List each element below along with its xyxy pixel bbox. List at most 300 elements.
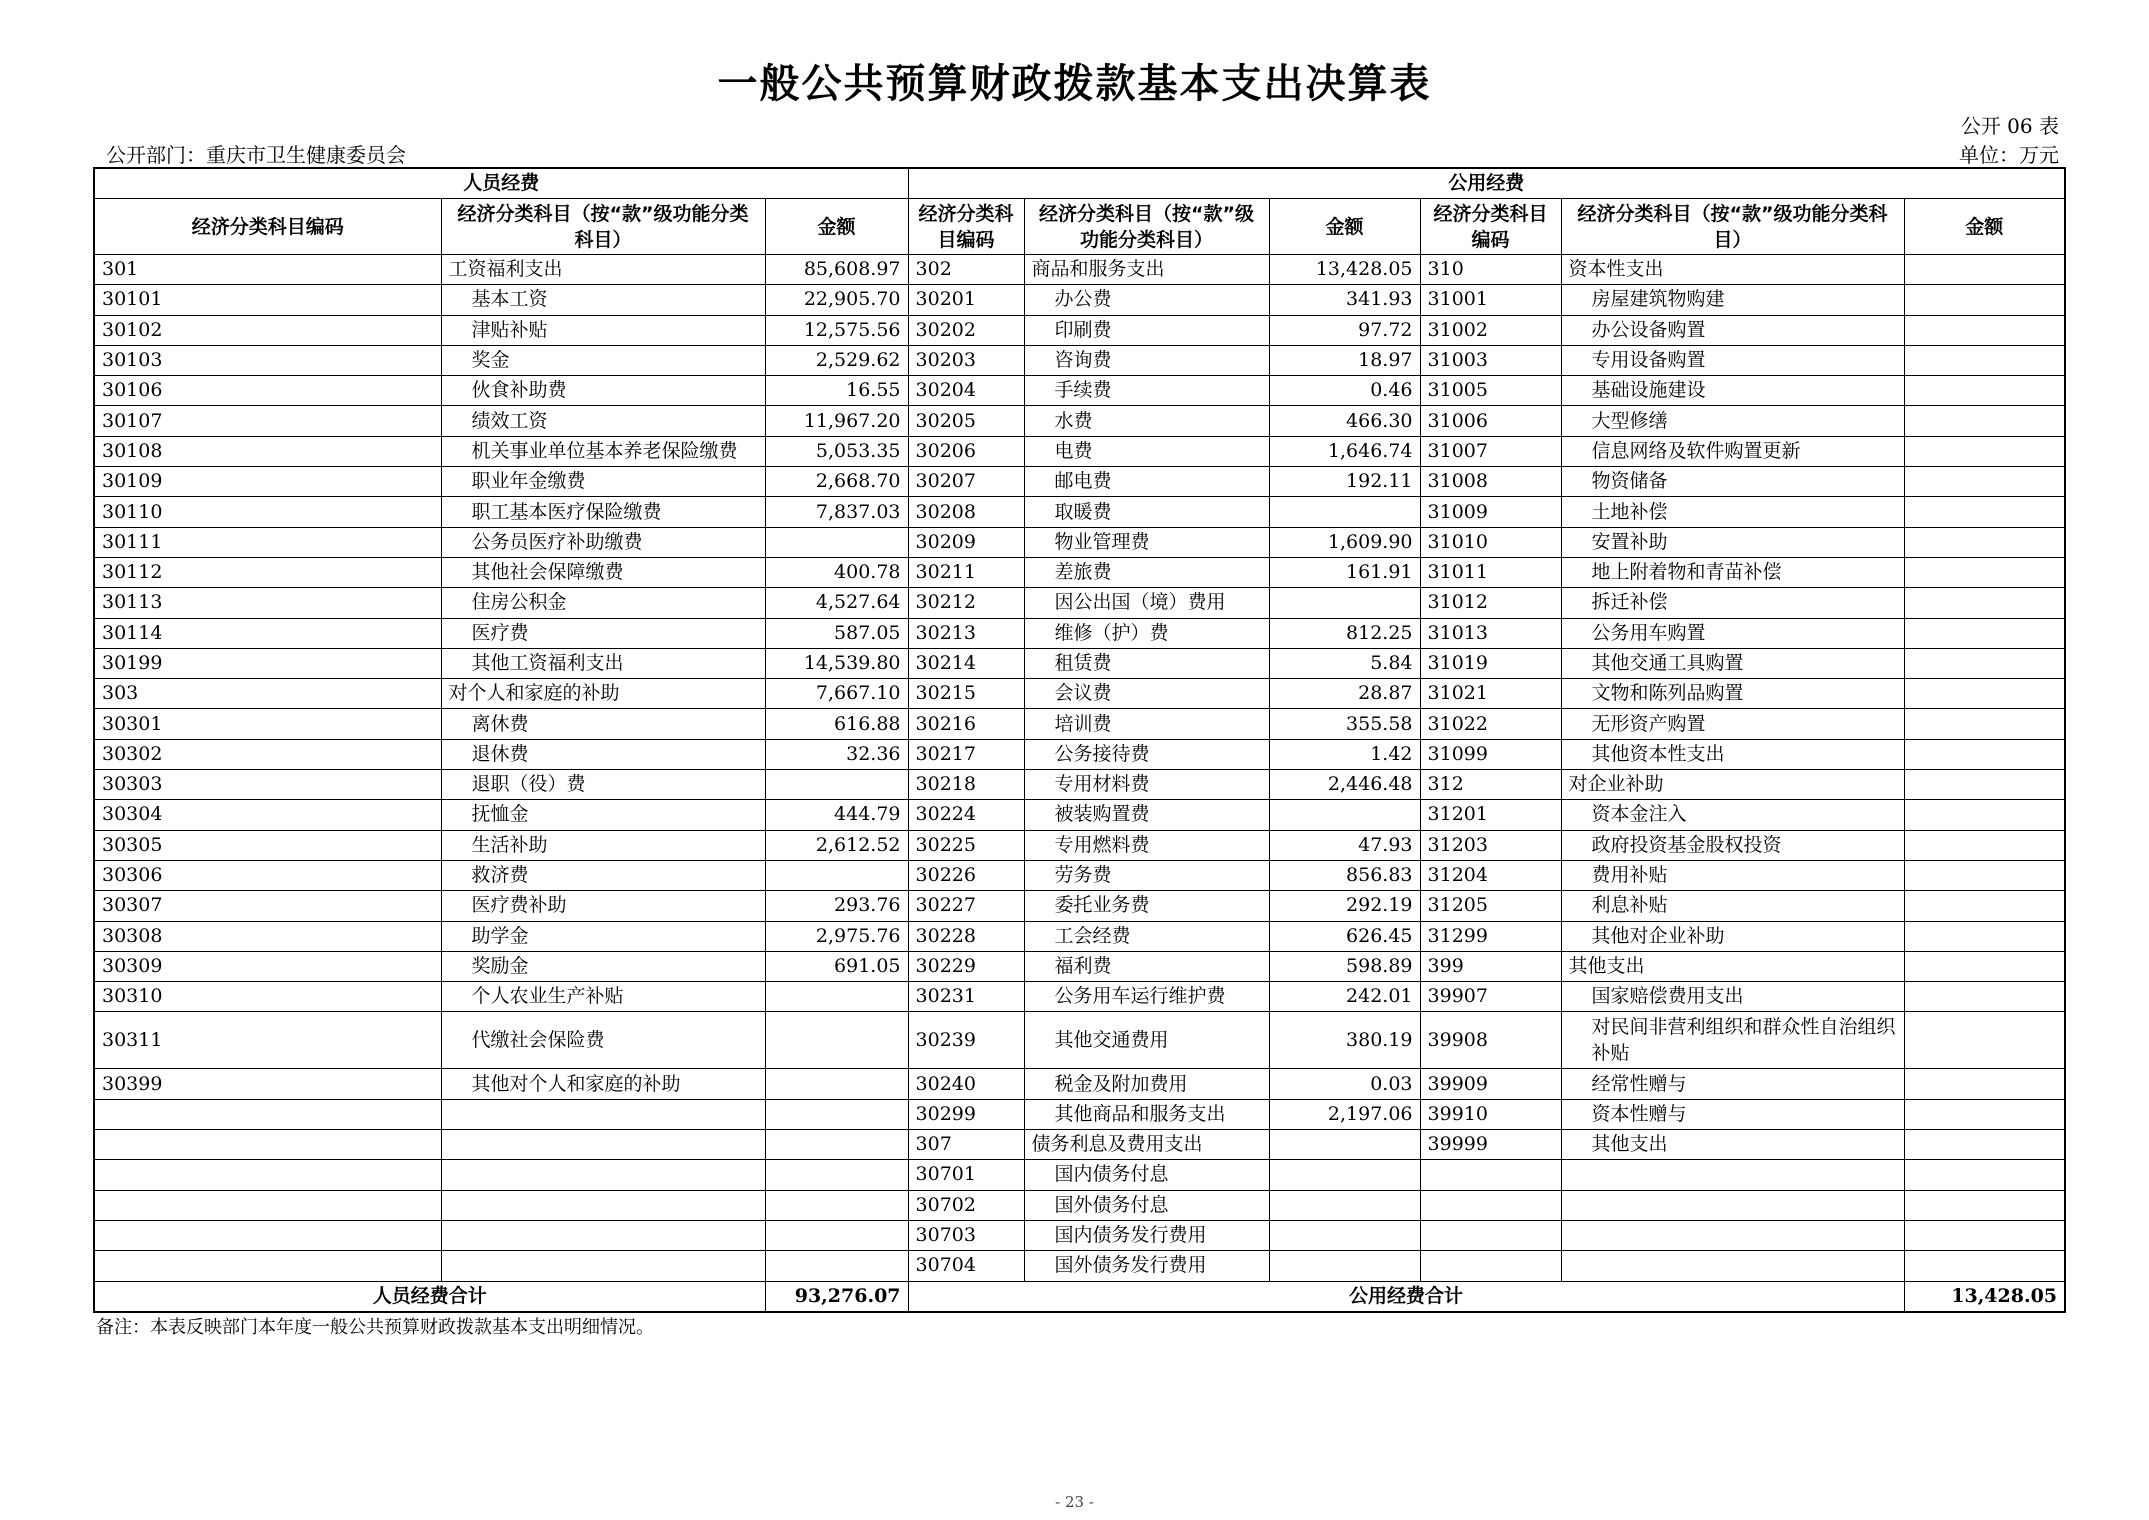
public-capital-name-cell: 经常性赠与 — [1561, 1069, 1904, 1099]
table-row — [94, 1190, 2065, 1220]
public-capital-code-cell: 31009 — [1420, 497, 1561, 527]
public-capital-code-cell: 31203 — [1420, 830, 1561, 860]
personnel-name-cell: 代缴社会保险费 — [441, 1012, 765, 1069]
public-capital-code-cell: 39909 — [1420, 1069, 1561, 1099]
public-goods-code-cell: 30702 — [908, 1190, 1024, 1220]
public-capital-name-cell: 对民间非营利组织和群众性自治组织补贴 — [1561, 1012, 1904, 1069]
personnel-code-cell: 30103 — [94, 345, 441, 375]
personnel-code-cell: 30301 — [94, 709, 441, 739]
public-goods-code-cell: 302 — [908, 255, 1024, 285]
table-row — [94, 255, 2065, 285]
public-goods-name-cell: 专用燃料费 — [1024, 830, 1269, 860]
personnel-amount-cell: 444.79 — [765, 800, 908, 830]
public-capital-name-cell: 拆迁补偿 — [1561, 588, 1904, 618]
personnel-amount-cell: 2,975.76 — [765, 921, 908, 951]
public-capital-amount-cell — [1904, 285, 2065, 315]
personnel-amount-cell: 5,053.35 — [765, 436, 908, 466]
public-goods-name-cell: 手续费 — [1024, 376, 1269, 406]
public-capital-code-cell: 39908 — [1420, 1012, 1561, 1069]
public-goods-amount-cell: 598.89 — [1269, 951, 1420, 981]
personnel-name-cell: 工资福利支出 — [441, 255, 765, 285]
personnel-amount-cell — [765, 982, 908, 1012]
public-goods-code-cell: 30203 — [908, 345, 1024, 375]
public-goods-name-cell: 电费 — [1024, 436, 1269, 466]
public-goods-name-cell: 公务接待费 — [1024, 739, 1269, 769]
public-goods-amount-cell: 161.91 — [1269, 557, 1420, 587]
public-goods-code-cell: 30225 — [908, 830, 1024, 860]
public-capital-amount-cell — [1904, 1130, 2065, 1160]
public-goods-name-cell: 国外债务付息 — [1024, 1190, 1269, 1220]
public-capital-amount-cell — [1904, 1099, 2065, 1129]
personnel-amount-cell: 85,608.97 — [765, 255, 908, 285]
personnel-amount-cell: 587.05 — [765, 618, 908, 648]
table-row — [94, 709, 2065, 739]
public-goods-name-cell: 办公费 — [1024, 285, 1269, 315]
public-goods-amount-cell: 18.97 — [1269, 345, 1420, 375]
personnel-amount-cell: 4,527.64 — [765, 588, 908, 618]
public-goods-name-cell: 会议费 — [1024, 679, 1269, 709]
personnel-code-cell: 30106 — [94, 376, 441, 406]
personnel-code-cell: 30302 — [94, 739, 441, 769]
public-goods-code-cell: 30206 — [908, 436, 1024, 466]
header-name-2: 经济分类科目（按“款”级功能分类科目） — [1024, 199, 1269, 255]
personnel-code-cell — [94, 1220, 441, 1250]
public-goods-amount-cell — [1269, 800, 1420, 830]
public-capital-amount-cell — [1904, 800, 2065, 830]
public-goods-amount-cell: 97.72 — [1269, 315, 1420, 345]
public-goods-code-cell: 30205 — [908, 406, 1024, 436]
table-row — [94, 467, 2065, 497]
header-amount-3: 金额 — [1904, 199, 2065, 255]
public-capital-name-cell: 其他支出 — [1561, 1130, 1904, 1160]
public-capital-name-cell: 办公设备购置 — [1561, 315, 1904, 345]
public-goods-amount-cell — [1269, 1220, 1420, 1250]
expenditure-table — [93, 167, 2066, 1313]
personnel-name-cell: 基本工资 — [441, 285, 765, 315]
public-goods-amount-cell: 380.19 — [1269, 1012, 1420, 1069]
public-goods-amount-cell: 1.42 — [1269, 739, 1420, 769]
header-code-2: 经济分类科目编码 — [908, 199, 1024, 255]
public-goods-code-cell: 30228 — [908, 921, 1024, 951]
public-capital-code-cell: 31012 — [1420, 588, 1561, 618]
public-capital-name-cell: 土地补偿 — [1561, 497, 1904, 527]
public-capital-amount-cell — [1904, 739, 2065, 769]
table-row — [94, 588, 2065, 618]
public-goods-code-cell: 30701 — [908, 1160, 1024, 1190]
table-row — [94, 557, 2065, 587]
public-capital-name-cell: 国家赔偿费用支出 — [1561, 982, 1904, 1012]
public-goods-name-cell: 国外债务发行费用 — [1024, 1251, 1269, 1281]
public-capital-name-cell: 信息网络及软件购置更新 — [1561, 436, 1904, 466]
personnel-amount-cell: 16.55 — [765, 376, 908, 406]
public-capital-name-cell: 其他交通工具购置 — [1561, 648, 1904, 678]
public-capital-amount-cell — [1904, 315, 2065, 345]
public-capital-code-cell: 31011 — [1420, 557, 1561, 587]
public-capital-code-cell: 399 — [1420, 951, 1561, 981]
table-row — [94, 1099, 2065, 1129]
public-capital-amount-cell — [1904, 497, 2065, 527]
public-goods-name-cell: 劳务费 — [1024, 860, 1269, 890]
personnel-code-cell: 30305 — [94, 830, 441, 860]
public-capital-amount-cell — [1904, 770, 2065, 800]
personnel-code-cell: 30199 — [94, 648, 441, 678]
public-capital-name-cell: 物资储备 — [1561, 467, 1904, 497]
public-goods-amount-cell — [1269, 1190, 1420, 1220]
public-goods-amount-cell — [1269, 588, 1420, 618]
public-capital-code-cell — [1420, 1160, 1561, 1190]
public-goods-amount-cell: 466.30 — [1269, 406, 1420, 436]
public-capital-code-cell: 31013 — [1420, 618, 1561, 648]
public-goods-amount-cell: 28.87 — [1269, 679, 1420, 709]
personnel-amount-cell — [765, 770, 908, 800]
public-capital-amount-cell — [1904, 951, 2065, 981]
public-capital-code-cell: 31008 — [1420, 467, 1561, 497]
public-goods-amount-cell: 812.25 — [1269, 618, 1420, 648]
public-capital-code-cell: 31021 — [1420, 679, 1561, 709]
personnel-amount-cell — [765, 1130, 908, 1160]
public-goods-code-cell: 30299 — [908, 1099, 1024, 1129]
personnel-amount-cell: 14,539.80 — [765, 648, 908, 678]
public-capital-code-cell — [1420, 1220, 1561, 1250]
public-goods-code-cell: 30704 — [908, 1251, 1024, 1281]
section-header-row — [94, 168, 2065, 199]
public-capital-name-cell: 其他对企业补助 — [1561, 921, 1904, 951]
personnel-amount-cell — [765, 527, 908, 557]
public-goods-amount-cell: 626.45 — [1269, 921, 1420, 951]
public-goods-code-cell: 30226 — [908, 860, 1024, 890]
personnel-amount-cell: 11,967.20 — [765, 406, 908, 436]
table-row — [94, 1130, 2065, 1160]
personnel-name-cell: 奖励金 — [441, 951, 765, 981]
public-capital-code-cell: 31003 — [1420, 345, 1561, 375]
public-capital-code-cell: 31299 — [1420, 921, 1561, 951]
personnel-amount-cell — [765, 1012, 908, 1069]
personnel-code-cell: 30310 — [94, 982, 441, 1012]
public-goods-code-cell: 30214 — [908, 648, 1024, 678]
public-capital-amount-cell — [1904, 1012, 2065, 1069]
public-capital-name-cell: 安置补助 — [1561, 527, 1904, 557]
personnel-name-cell: 生活补助 — [441, 830, 765, 860]
personnel-amount-cell: 691.05 — [765, 951, 908, 981]
public-goods-name-cell: 咨询费 — [1024, 345, 1269, 375]
public-goods-code-cell: 30201 — [908, 285, 1024, 315]
public-capital-amount-cell — [1904, 1190, 2065, 1220]
personnel-code-cell: 30114 — [94, 618, 441, 648]
public-capital-name-cell — [1561, 1251, 1904, 1281]
header-name-3: 经济分类科目（按“款”级功能分类科目） — [1561, 199, 1904, 255]
personnel-amount-cell: 2,612.52 — [765, 830, 908, 860]
public-goods-code-cell: 30216 — [908, 709, 1024, 739]
table-row — [94, 679, 2065, 709]
public-capital-code-cell: 39910 — [1420, 1099, 1561, 1129]
public-capital-name-cell — [1561, 1160, 1904, 1190]
public-capital-amount-cell — [1904, 436, 2065, 466]
public-goods-amount-cell: 2,197.06 — [1269, 1099, 1420, 1129]
personnel-code-cell — [94, 1160, 441, 1190]
public-capital-code-cell: 39907 — [1420, 982, 1561, 1012]
public-goods-name-cell: 被装购置费 — [1024, 800, 1269, 830]
public-capital-name-cell: 利息补贴 — [1561, 891, 1904, 921]
public-capital-name-cell — [1561, 1190, 1904, 1220]
public-capital-amount-cell — [1904, 679, 2065, 709]
personnel-name-cell: 其他社会保障缴费 — [441, 557, 765, 587]
public-goods-name-cell: 商品和服务支出 — [1024, 255, 1269, 285]
public-capital-code-cell: 31201 — [1420, 800, 1561, 830]
public-goods-name-cell: 国内债务发行费用 — [1024, 1220, 1269, 1250]
personnel-name-cell: 退休费 — [441, 739, 765, 769]
table-row — [94, 315, 2065, 345]
public-capital-amount-cell — [1904, 891, 2065, 921]
personnel-amount-cell — [765, 1251, 908, 1281]
public-goods-code-cell: 30229 — [908, 951, 1024, 981]
public-capital-amount-cell — [1904, 830, 2065, 860]
table-row — [94, 497, 2065, 527]
personnel-amount-cell: 12,575.56 — [765, 315, 908, 345]
public-goods-amount-cell: 292.19 — [1269, 891, 1420, 921]
table-row — [94, 770, 2065, 800]
public-total-value: 13,428.05 — [1904, 1281, 2065, 1312]
personnel-total-label: 人员经费合计 — [94, 1281, 765, 1312]
public-goods-amount-cell: 341.93 — [1269, 285, 1420, 315]
public-goods-name-cell: 专用材料费 — [1024, 770, 1269, 800]
table-row — [94, 1251, 2065, 1281]
personnel-code-cell: 30112 — [94, 557, 441, 587]
public-goods-name-cell: 维修（护）费 — [1024, 618, 1269, 648]
page-title: 一般公共预算财政拨款基本支出决算表 — [717, 61, 1432, 107]
public-capital-name-cell: 基础设施建设 — [1561, 376, 1904, 406]
public-capital-name-cell: 政府投资基金股权投资 — [1561, 830, 1904, 860]
table-row — [94, 1069, 2065, 1099]
public-capital-code-cell: 310 — [1420, 255, 1561, 285]
personnel-code-cell — [94, 1190, 441, 1220]
public-capital-name-cell: 无形资产购置 — [1561, 709, 1904, 739]
personnel-code-cell: 30303 — [94, 770, 441, 800]
personnel-amount-cell: 32.36 — [765, 739, 908, 769]
public-goods-name-cell: 物业管理费 — [1024, 527, 1269, 557]
personnel-code-cell: 30309 — [94, 951, 441, 981]
public-capital-code-cell: 31005 — [1420, 376, 1561, 406]
public-capital-name-cell: 资本金注入 — [1561, 800, 1904, 830]
public-goods-code-cell: 30703 — [908, 1220, 1024, 1250]
public-goods-amount-cell: 1,646.74 — [1269, 436, 1420, 466]
personnel-code-cell: 30311 — [94, 1012, 441, 1069]
public-goods-code-cell: 30227 — [908, 891, 1024, 921]
personnel-name-cell: 助学金 — [441, 921, 765, 951]
personnel-name-cell: 津贴补贴 — [441, 315, 765, 345]
personnel-code-cell: 303 — [94, 679, 441, 709]
personnel-name-cell: 伙食补助费 — [441, 376, 765, 406]
public-goods-name-cell: 税金及附加费用 — [1024, 1069, 1269, 1099]
public-capital-amount-cell — [1904, 1160, 2065, 1190]
public-capital-name-cell: 公务用车购置 — [1561, 618, 1904, 648]
personnel-name-cell — [441, 1190, 765, 1220]
personnel-name-cell: 职工基本医疗保险缴费 — [441, 497, 765, 527]
public-capital-amount-cell — [1904, 982, 2065, 1012]
public-capital-amount-cell — [1904, 527, 2065, 557]
personnel-amount-cell — [765, 860, 908, 890]
personnel-code-cell: 301 — [94, 255, 441, 285]
public-goods-code-cell: 30239 — [908, 1012, 1024, 1069]
public-capital-name-cell: 地上附着物和青苗补偿 — [1561, 557, 1904, 587]
public-capital-code-cell: 31006 — [1420, 406, 1561, 436]
public-capital-code-cell: 39999 — [1420, 1130, 1561, 1160]
personnel-name-cell: 个人农业生产补贴 — [441, 982, 765, 1012]
personnel-code-cell: 30307 — [94, 891, 441, 921]
public-capital-code-cell — [1420, 1190, 1561, 1220]
section-public: 公用经费 — [908, 168, 2065, 199]
personnel-name-cell: 奖金 — [441, 345, 765, 375]
public-goods-amount-cell: 0.46 — [1269, 376, 1420, 406]
public-capital-amount-cell — [1904, 557, 2065, 587]
public-goods-amount-cell — [1269, 1130, 1420, 1160]
personnel-amount-cell — [765, 1099, 908, 1129]
personnel-name-cell — [441, 1130, 765, 1160]
table-row — [94, 891, 2065, 921]
public-goods-amount-cell — [1269, 497, 1420, 527]
public-goods-amount-cell: 0.03 — [1269, 1069, 1420, 1099]
public-goods-code-cell: 30213 — [908, 618, 1024, 648]
table-row — [94, 285, 2065, 315]
public-capital-name-cell: 专用设备购置 — [1561, 345, 1904, 375]
public-capital-code-cell: 31010 — [1420, 527, 1561, 557]
public-goods-code-cell: 30204 — [908, 376, 1024, 406]
public-goods-code-cell: 30231 — [908, 982, 1024, 1012]
table-row — [94, 860, 2065, 890]
public-capital-amount-cell — [1904, 406, 2065, 436]
table-row — [94, 648, 2065, 678]
public-goods-amount-cell: 13,428.05 — [1269, 255, 1420, 285]
public-goods-code-cell: 30207 — [908, 467, 1024, 497]
table-row — [94, 739, 2065, 769]
table-row — [94, 951, 2065, 981]
public-goods-amount-cell: 355.58 — [1269, 709, 1420, 739]
personnel-amount-cell: 616.88 — [765, 709, 908, 739]
public-capital-code-cell: 31099 — [1420, 739, 1561, 769]
public-capital-name-cell: 房屋建筑物购建 — [1561, 285, 1904, 315]
public-goods-name-cell: 公务用车运行维护费 — [1024, 982, 1269, 1012]
public-goods-name-cell: 培训费 — [1024, 709, 1269, 739]
table-body — [94, 255, 2065, 1282]
table-row — [94, 1220, 2065, 1250]
personnel-amount-cell: 7,837.03 — [765, 497, 908, 527]
personnel-code-cell: 30110 — [94, 497, 441, 527]
public-capital-amount-cell — [1904, 648, 2065, 678]
public-capital-amount-cell — [1904, 709, 2065, 739]
public-goods-amount-cell: 5.84 — [1269, 648, 1420, 678]
personnel-code-cell — [94, 1099, 441, 1129]
personnel-code-cell: 30102 — [94, 315, 441, 345]
personnel-name-cell — [441, 1220, 765, 1250]
public-goods-name-cell: 邮电费 — [1024, 467, 1269, 497]
personnel-name-cell: 职业年金缴费 — [441, 467, 765, 497]
personnel-amount-cell: 2,668.70 — [765, 467, 908, 497]
table-row — [94, 1012, 2065, 1069]
personnel-code-cell: 30113 — [94, 588, 441, 618]
public-capital-amount-cell — [1904, 376, 2065, 406]
public-goods-code-cell: 30212 — [908, 588, 1024, 618]
public-capital-name-cell: 其他支出 — [1561, 951, 1904, 981]
personnel-name-cell — [441, 1099, 765, 1129]
public-goods-name-cell: 差旅费 — [1024, 557, 1269, 587]
header-code: 经济分类科目编码 — [94, 199, 441, 255]
personnel-code-cell — [94, 1130, 441, 1160]
public-goods-name-cell: 工会经费 — [1024, 921, 1269, 951]
personnel-amount-cell: 400.78 — [765, 557, 908, 587]
personnel-name-cell: 离休费 — [441, 709, 765, 739]
public-capital-code-cell: 312 — [1420, 770, 1561, 800]
public-capital-name-cell: 对企业补助 — [1561, 770, 1904, 800]
public-goods-code-cell: 30208 — [908, 497, 1024, 527]
personnel-code-cell: 30107 — [94, 406, 441, 436]
personnel-total-value: 93,276.07 — [765, 1281, 908, 1312]
personnel-name-cell: 抚恤金 — [441, 800, 765, 830]
public-capital-amount-cell — [1904, 467, 2065, 497]
public-capital-name-cell: 文物和陈列品购置 — [1561, 679, 1904, 709]
personnel-amount-cell — [765, 1160, 908, 1190]
department-label: 公开部门：重庆市卫生健康委员会 — [106, 143, 406, 167]
table-row — [94, 618, 2065, 648]
personnel-code-cell: 30304 — [94, 800, 441, 830]
public-goods-amount-cell: 242.01 — [1269, 982, 1420, 1012]
footnote: 备注：本表反映部门本年度一般公共预算财政拨款基本支出明细情况。 — [96, 1317, 654, 1338]
personnel-amount-cell: 293.76 — [765, 891, 908, 921]
public-capital-amount-cell — [1904, 1220, 2065, 1250]
public-capital-code-cell: 31007 — [1420, 436, 1561, 466]
public-capital-name-cell: 费用补贴 — [1561, 860, 1904, 890]
public-capital-amount-cell — [1904, 618, 2065, 648]
public-goods-name-cell: 印刷费 — [1024, 315, 1269, 345]
public-capital-code-cell: 31022 — [1420, 709, 1561, 739]
public-goods-name-cell: 委托业务费 — [1024, 891, 1269, 921]
public-capital-code-cell — [1420, 1251, 1561, 1281]
personnel-code-cell: 30306 — [94, 860, 441, 890]
personnel-name-cell: 其他对个人和家庭的补助 — [441, 1069, 765, 1099]
public-goods-name-cell: 因公出国（境）费用 — [1024, 588, 1269, 618]
personnel-name-cell — [441, 1160, 765, 1190]
personnel-name-cell: 公务员医疗补助缴费 — [441, 527, 765, 557]
column-header-row — [94, 199, 2065, 255]
personnel-name-cell: 绩效工资 — [441, 406, 765, 436]
public-goods-code-cell: 307 — [908, 1130, 1024, 1160]
section-personnel: 人员经费 — [94, 168, 908, 199]
public-goods-name-cell: 国内债务付息 — [1024, 1160, 1269, 1190]
personnel-name-cell: 住房公积金 — [441, 588, 765, 618]
table-row — [94, 921, 2065, 951]
public-capital-code-cell: 31204 — [1420, 860, 1561, 890]
header-name: 经济分类科目（按“款”级功能分类科目） — [441, 199, 765, 255]
personnel-name-cell: 对个人和家庭的补助 — [441, 679, 765, 709]
public-goods-code-cell: 30224 — [908, 800, 1024, 830]
personnel-code-cell: 30111 — [94, 527, 441, 557]
public-capital-amount-cell — [1904, 860, 2065, 890]
personnel-name-cell: 救济费 — [441, 860, 765, 890]
table-row — [94, 406, 2065, 436]
public-goods-code-cell: 30218 — [908, 770, 1024, 800]
header-code-3: 经济分类科目编码 — [1420, 199, 1561, 255]
table-row — [94, 982, 2065, 1012]
public-goods-amount-cell — [1269, 1160, 1420, 1190]
personnel-amount-cell — [765, 1220, 908, 1250]
public-capital-amount-cell — [1904, 345, 2065, 375]
personnel-amount-cell — [765, 1069, 908, 1099]
personnel-amount-cell: 7,667.10 — [765, 679, 908, 709]
public-goods-code-cell: 30215 — [908, 679, 1024, 709]
public-capital-amount-cell — [1904, 588, 2065, 618]
table-row — [94, 527, 2065, 557]
unit-label: 单位：万元 — [1959, 143, 2059, 167]
table-number: 公开 06 表 — [1960, 114, 2059, 138]
personnel-name-cell: 其他工资福利支出 — [441, 648, 765, 678]
